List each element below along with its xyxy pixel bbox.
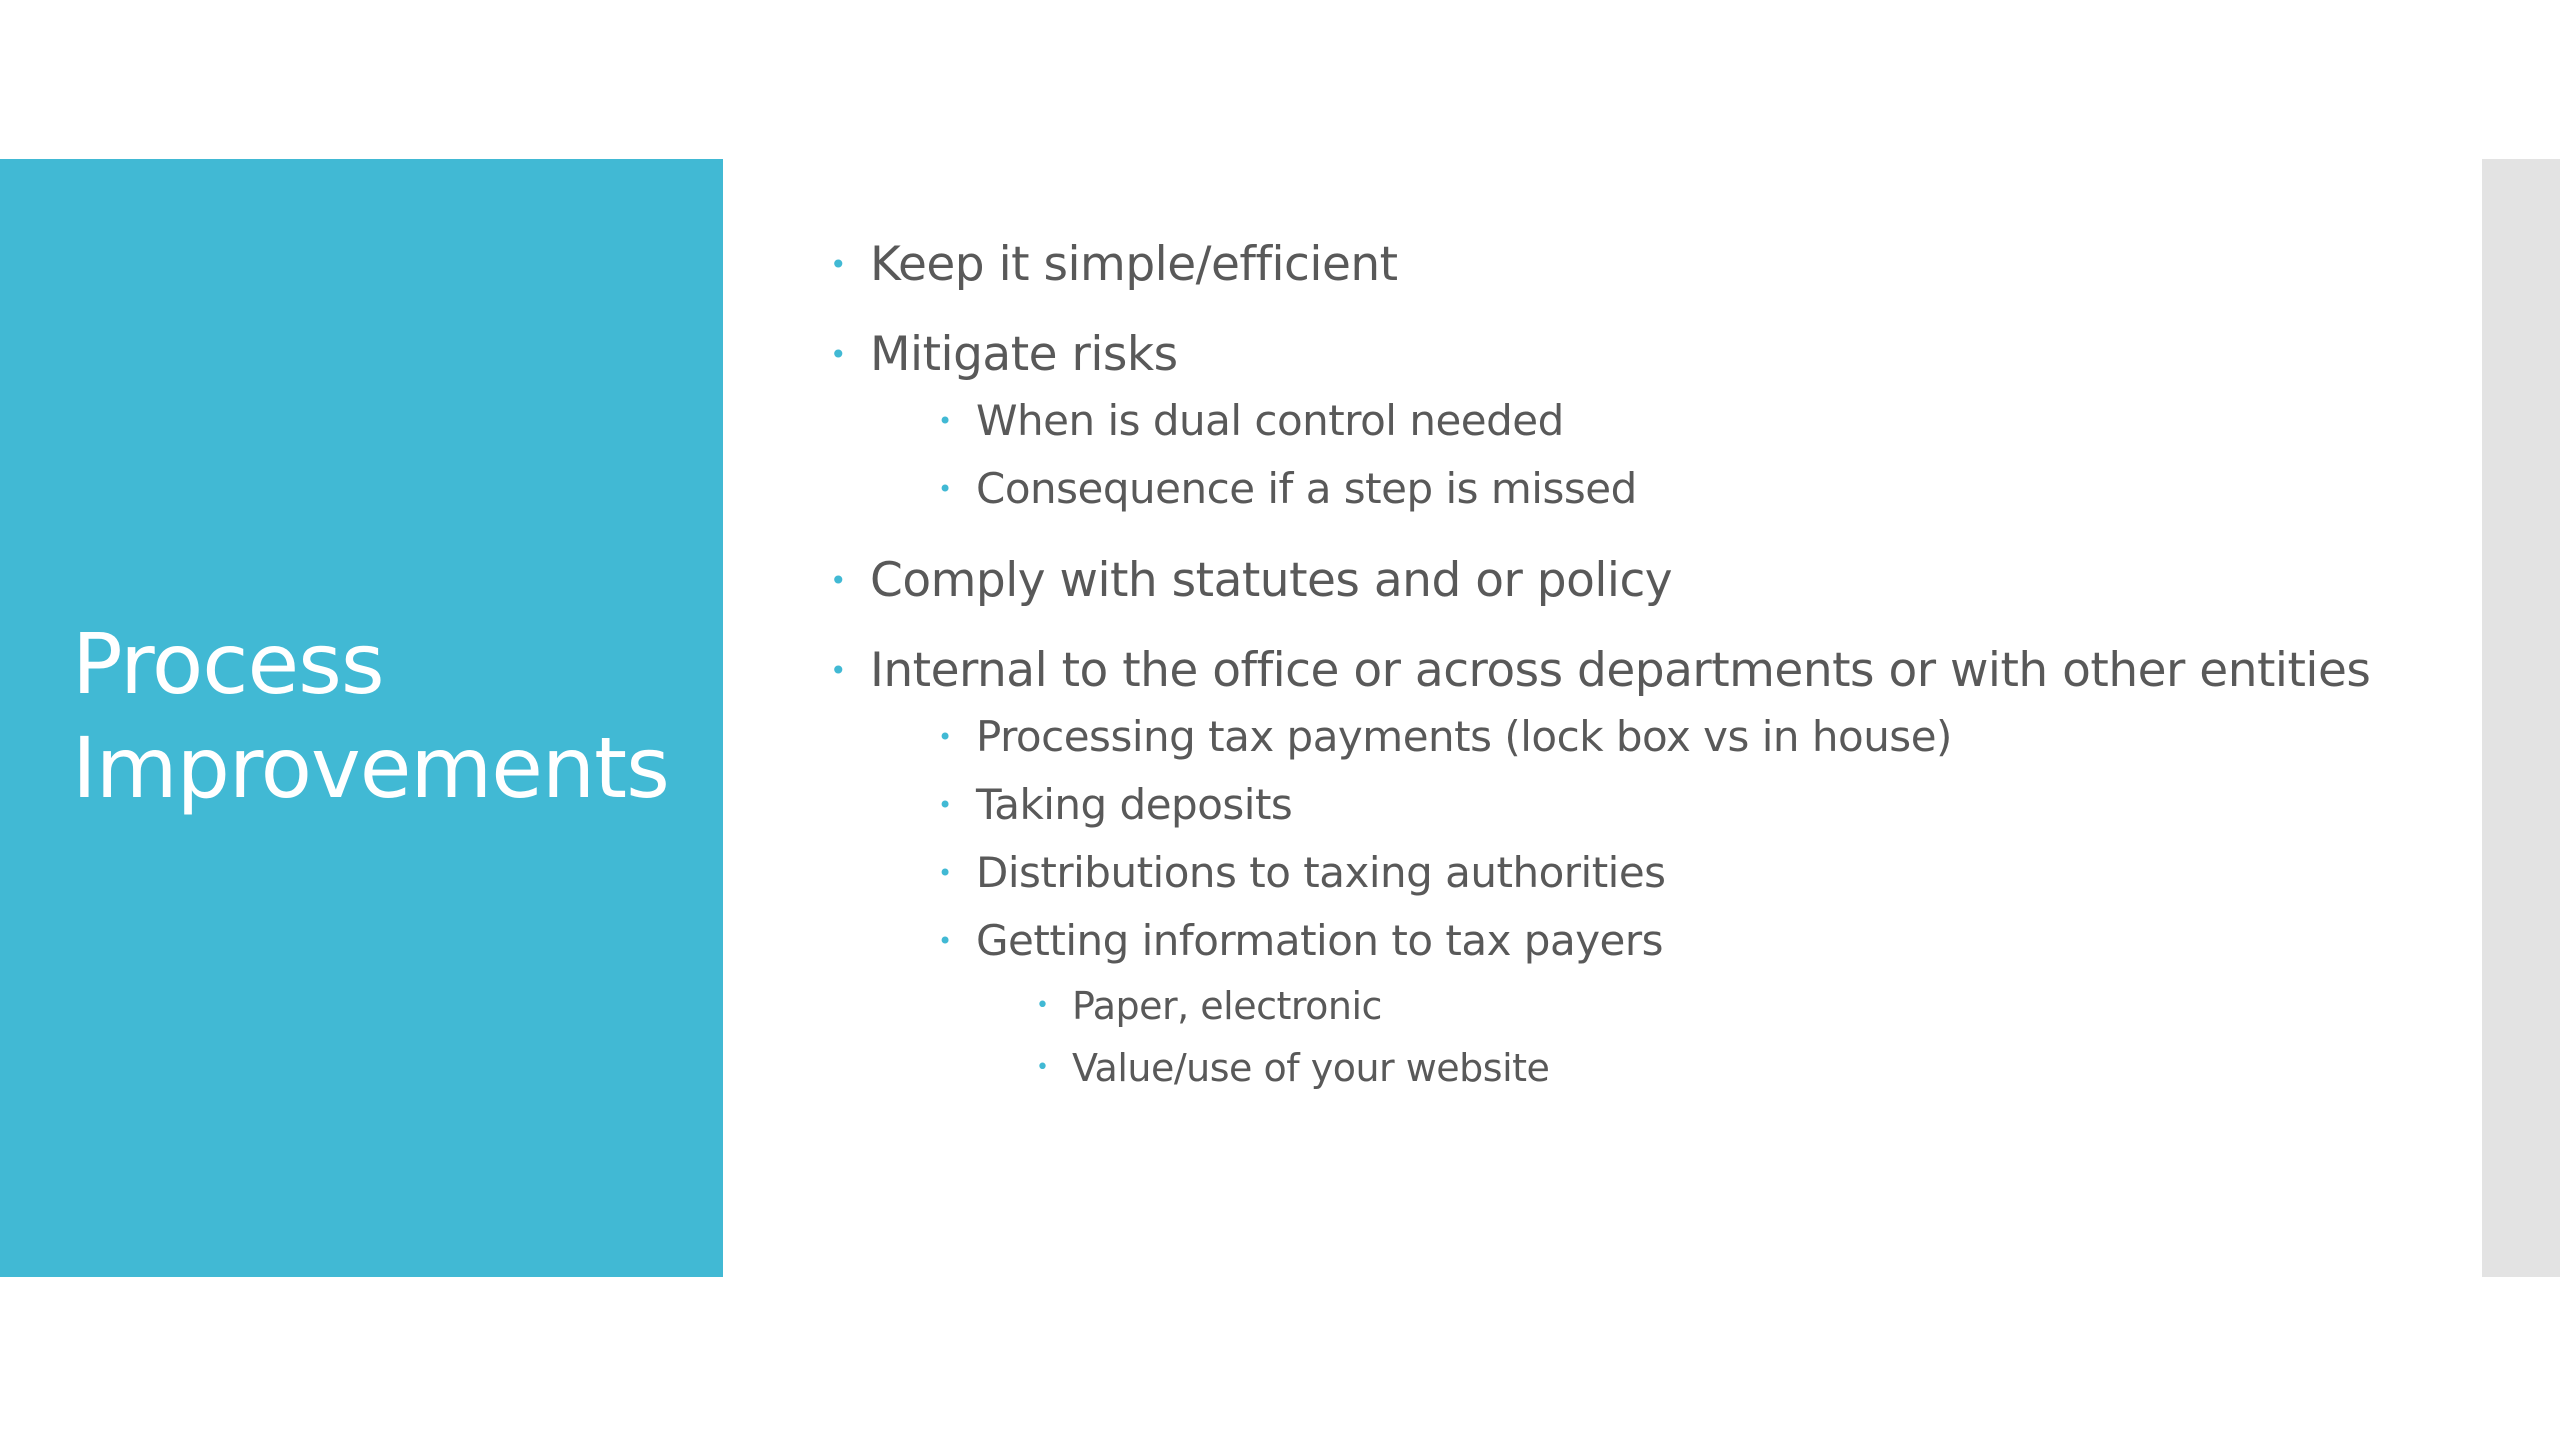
bullet-dot-icon: • <box>830 654 847 687</box>
sub-bullet-text: Consequence if a step is missed <box>976 464 1637 513</box>
bullet-text: Keep it simple/efficient <box>870 237 1398 292</box>
sub-bullet-text: Getting information to tax payers <box>976 916 1664 965</box>
bullet-dot-icon: • <box>830 248 847 281</box>
sub-sub-bullet-item <box>830 1040 2450 1096</box>
bullet-dot-icon: • <box>830 564 847 597</box>
bullet-item <box>830 230 2450 300</box>
sub-bullet-text: Taking deposits <box>976 780 1293 829</box>
bullet-item <box>830 320 2450 390</box>
bullet-dot-icon: • <box>938 407 952 435</box>
bullet-dot-icon: • <box>938 791 952 819</box>
right-decorative-bar <box>2482 159 2560 1277</box>
sub-bullet-item <box>830 458 2450 520</box>
bullet-dot-icon: • <box>938 927 952 955</box>
sub-bullet-item <box>830 842 2450 904</box>
bullet-dot-icon: • <box>1036 1055 1049 1080</box>
sub-bullet-text: Processing tax payments (lock box vs in house) <box>976 712 1952 761</box>
bullet-dot-icon: • <box>938 475 952 503</box>
slide-title-line-1: Process <box>72 615 384 713</box>
sub-sub-bullet-text: Paper, electronic <box>1072 984 1382 1028</box>
bullet-item <box>830 636 2450 706</box>
bullet-item <box>830 546 2450 616</box>
slide-title <box>72 612 712 820</box>
sub-bullet-item <box>830 910 2450 972</box>
bullet-text: Comply with statutes and or policy <box>870 553 1673 608</box>
bullet-dot-icon: • <box>938 723 952 751</box>
sub-bullet-item <box>830 774 2450 836</box>
sub-sub-bullet-text: Value/use of your website <box>1072 1046 1550 1090</box>
bullet-dot-icon: • <box>938 859 952 887</box>
sub-bullet-item <box>830 706 2450 768</box>
sub-sub-bullet-item <box>830 978 2450 1034</box>
sub-bullet-text: When is dual control needed <box>976 396 1564 445</box>
bullet-text: Internal to the office or across departments or with other entities <box>870 643 2371 698</box>
bullet-text: Mitigate risks <box>870 327 1178 382</box>
sub-bullet-item <box>830 390 2450 452</box>
bullet-dot-icon: • <box>1036 993 1049 1018</box>
slide-title-line-2: Improvements <box>72 719 669 817</box>
bullet-list <box>830 230 2450 1096</box>
bullet-dot-icon: • <box>830 338 847 371</box>
sub-bullet-text: Distributions to taxing authorities <box>976 848 1666 897</box>
